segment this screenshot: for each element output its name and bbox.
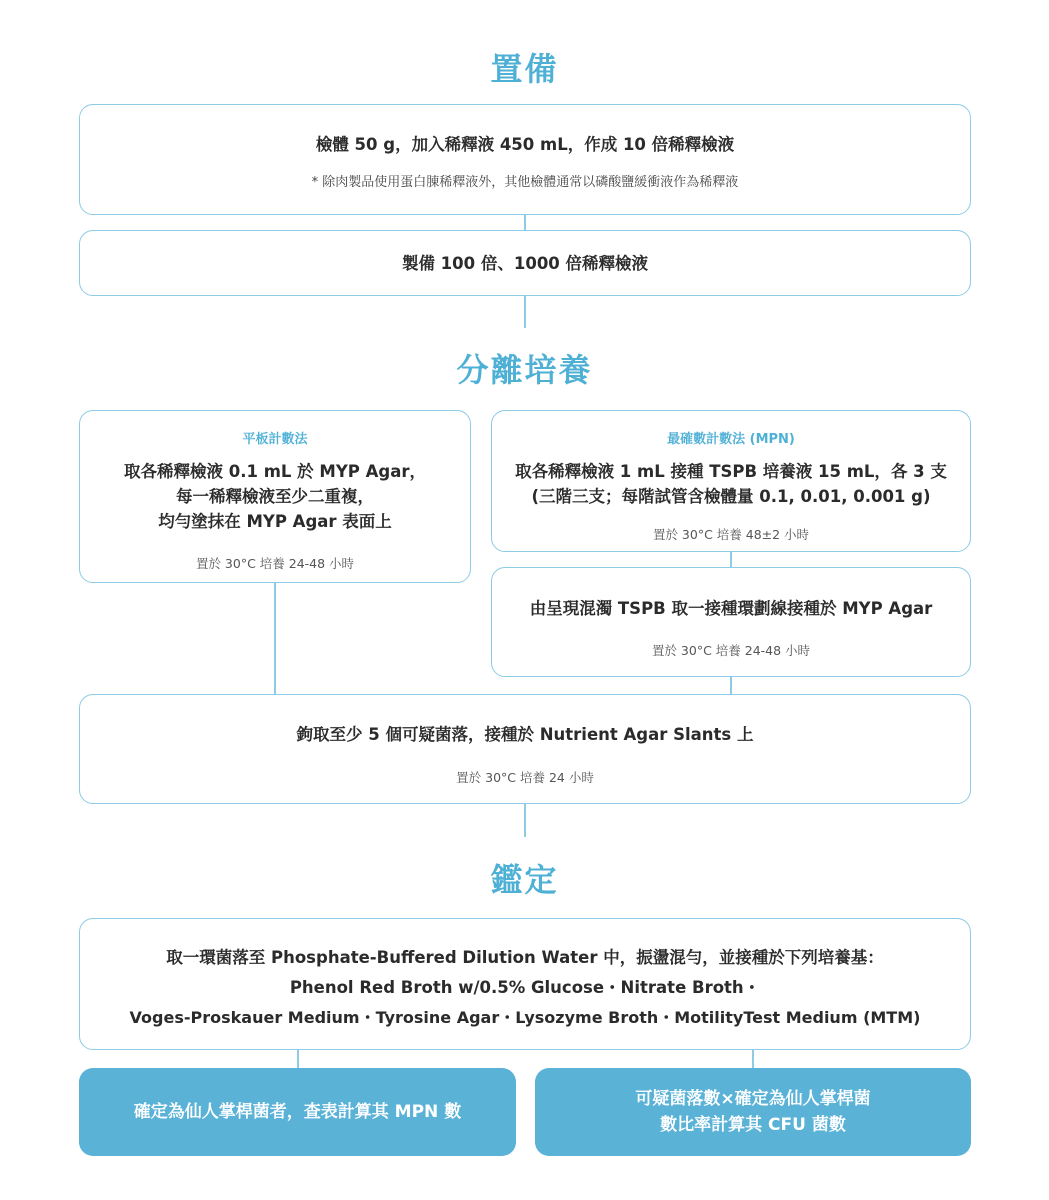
connector-line — [524, 804, 526, 837]
connector-line — [297, 1050, 299, 1068]
plate-count-method-label: 平板計數法 — [242, 432, 308, 447]
pick-colonies-box — [79, 694, 971, 804]
section-title-identification: 鑑定 — [490, 861, 559, 899]
result-mpn-box — [79, 1068, 516, 1156]
mpn-method-label: 最確數計數法 (MPN) — [667, 432, 795, 447]
identification-line-1: 取一環菌落至 Phosphate-Buffered Dilution Water 中，振盪混勻，並接種於下列培養基： — [166, 948, 884, 967]
prep-step-1-box — [79, 104, 971, 215]
connector-line — [274, 583, 276, 694]
pick-colonies-text: 鉤取至少 5 個可疑菌落，接種於 Nutrient Agar Slants 上 — [296, 725, 754, 744]
plate-count-line-1: 取各稀釋檢液 0.1 mL 於 MYP Agar， — [124, 462, 426, 481]
plate-count-incubation: 置於 30°C 培養 24-48 小時 — [195, 556, 355, 571]
prep-step-2-box — [79, 230, 971, 296]
prep-step-1-note: * 除肉製品使用蛋白腖稀釋液外，其他檢體通常以磷酸鹽緩衝液作為稀釋液 — [311, 175, 739, 190]
connector-line — [730, 677, 732, 694]
result-cfu-line-2: 數比率計算其 CFU 菌數 — [660, 1115, 846, 1135]
mpn-incubation: 置於 30°C 培養 48±2 小時 — [652, 527, 810, 542]
pick-colonies-incubation: 置於 30°C 培養 24 小時 — [456, 770, 594, 785]
connector-line — [730, 552, 732, 567]
connector-line — [524, 296, 526, 328]
result-cfu-box — [535, 1068, 971, 1156]
result-cfu-line-1: 可疑菌落數×確定為仙人掌桿菌 — [635, 1089, 871, 1109]
plate-count-line-3: 均勻塗抹在 MYP Agar 表面上 — [158, 512, 392, 531]
section-title-isolation: 分離培養 — [456, 351, 593, 389]
identification-line-2: Phenol Red Broth w/0.5% Glucose・Nitrate Broth・ — [289, 978, 761, 997]
result-mpn-text: 確定為仙人掌桿菌者，查表計算其 MPN 數 — [133, 1102, 462, 1122]
mpn-line-2: (三階三支；每階試管含檢體量 0.1, 0.01, 0.001 g) — [531, 487, 931, 506]
prep-step-2-text: 製備 100 倍、1000 倍稀釋檢液 — [401, 254, 649, 273]
streak-text: 由呈現混濁 TSPB 取一接種環劃線接種於 MYP Agar — [529, 599, 933, 618]
plate-count-box — [79, 410, 471, 583]
identification-line-3: Voges-Proskauer Medium・Tyrosine Agar・Lysozyme Broth・MotilityTest Medium (MTM) — [129, 1008, 921, 1027]
section-title-prep: 置備 — [490, 50, 559, 88]
mpn-box — [491, 410, 971, 552]
connector-line — [524, 215, 526, 230]
connector-line — [752, 1050, 754, 1068]
streak-box — [491, 567, 971, 677]
prep-step-1-text: 檢體 50 g，加入稀釋液 450 mL，作成 10 倍稀釋檢液 — [315, 135, 735, 154]
mpn-line-1: 取各稀釋檢液 1 mL 接種 TSPB 培養液 15 mL，各 3 支 — [515, 462, 947, 481]
streak-incubation: 置於 30°C 培養 24-48 小時 — [651, 643, 811, 658]
plate-count-line-2: 每一稀釋檢液至少二重複， — [176, 487, 374, 506]
identification-box — [79, 918, 971, 1050]
